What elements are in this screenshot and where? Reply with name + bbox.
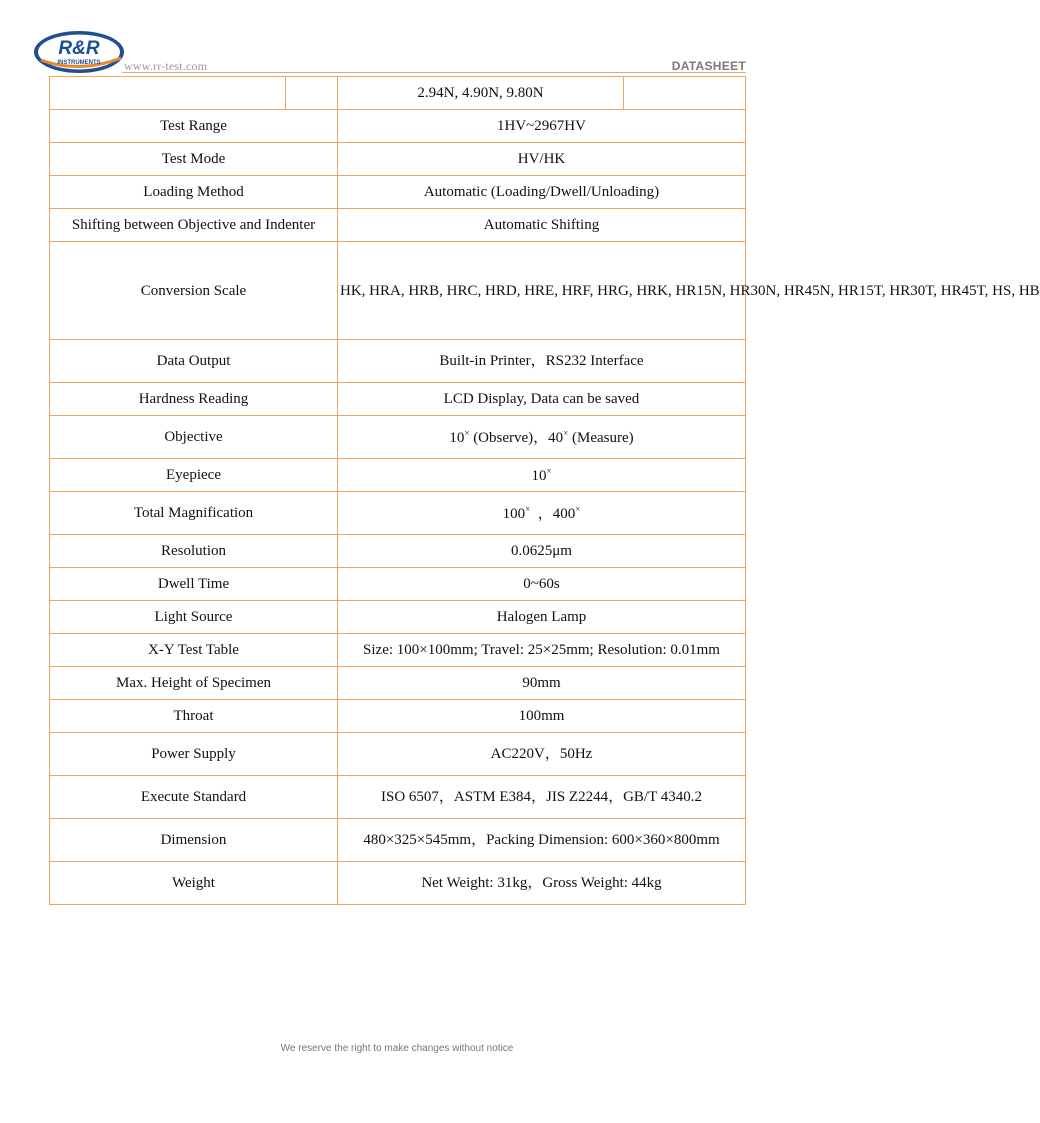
logo-text: R&R (58, 38, 100, 59)
table-row (50, 819, 746, 862)
row-label: Objective (50, 416, 338, 459)
row-label: Eyepiece (50, 459, 338, 492)
row-label: Shifting between Objective and Indenter (50, 209, 338, 242)
table-row (50, 667, 746, 700)
table-row-load (50, 77, 746, 110)
row-value: Size: 100×100mm; Travel: 25×25mm; Resolution: 0.01mm (338, 634, 746, 667)
page-header (0, 0, 794, 80)
row-value: LCD Display, Data can be saved (338, 383, 746, 416)
table-row (50, 143, 746, 176)
table-row (50, 209, 746, 242)
row-label: Execute Standard (50, 776, 338, 819)
row-value: 0.0625μm (338, 535, 746, 568)
header-divider (122, 72, 746, 73)
row-label: Data Output (50, 340, 338, 383)
table-row (50, 110, 746, 143)
website-link[interactable]: www.rr-test.com (124, 59, 208, 73)
table-cell-load-values: 2.94N, 4.90N, 9.80N (338, 77, 624, 110)
table-row (50, 492, 746, 535)
table-row (50, 601, 746, 634)
row-value: Net Weight: 31kg，Gross Weight: 44kg (338, 862, 746, 905)
row-label: Power Supply (50, 733, 338, 776)
table-cell-empty (50, 77, 286, 110)
row-value: 100× ，400× (338, 492, 746, 535)
row-value: ISO 6507，ASTM E384，JIS Z2244，GB/T 4340.2 (338, 776, 746, 819)
table-row (50, 700, 746, 733)
row-value: 90mm (338, 667, 746, 700)
table-row (50, 459, 746, 492)
row-label: Hardness Reading (50, 383, 338, 416)
table-row (50, 568, 746, 601)
table-row (50, 242, 746, 340)
table-row (50, 416, 746, 459)
logo-subtext: INSTRUMENTS (57, 60, 101, 66)
table-row (50, 383, 746, 416)
row-value: Automatic (Loading/Dwell/Unloading) (338, 176, 746, 209)
table-cell-empty (286, 77, 338, 110)
row-label: Throat (50, 700, 338, 733)
table-row (50, 862, 746, 905)
row-value: Built-in Printer，RS232 Interface (338, 340, 746, 383)
row-value: 1HV~2967HV (338, 110, 746, 143)
row-value: 10× (Observe)，40× (Measure) (338, 416, 746, 459)
row-label: Weight (50, 862, 338, 905)
table-row (50, 535, 746, 568)
company-logo (33, 30, 125, 74)
row-value: HK, HRA, HRB, HRC, HRD, HRE, HRF, HRG, HRK, HR15N, HR30N, HR45N, HR15T, HR30T, HR45T, HS, HB (338, 242, 746, 340)
row-label: Total Magnification (50, 492, 338, 535)
table-row (50, 733, 746, 776)
row-label: Conversion Scale (50, 242, 338, 340)
table-row (50, 340, 746, 383)
row-label: Test Mode (50, 143, 338, 176)
footer-notice: We reserve the right to make changes without notice (280, 1043, 514, 1054)
row-label: Dimension (50, 819, 338, 862)
row-label: X-Y Test Table (50, 634, 338, 667)
row-label: Loading Method (50, 176, 338, 209)
row-value: Automatic Shifting (338, 209, 746, 242)
row-label: Max. Height of Specimen (50, 667, 338, 700)
document-type: DATASHEET (671, 59, 746, 73)
table-cell-empty (624, 77, 746, 110)
row-value: 480×325×545mm，Packing Dimension: 600×360×800mm (338, 819, 746, 862)
table-row (50, 176, 746, 209)
row-label: Resolution (50, 535, 338, 568)
row-value: 0~60s (338, 568, 746, 601)
table-row (50, 634, 746, 667)
row-label: Dwell Time (50, 568, 338, 601)
row-label: Light Source (50, 601, 338, 634)
row-value: 10× (338, 459, 746, 492)
row-value: Halogen Lamp (338, 601, 746, 634)
spec-table (49, 76, 1040, 905)
table-row (50, 776, 746, 819)
row-value: AC220V，50Hz (338, 733, 746, 776)
row-value: HV/HK (338, 143, 746, 176)
row-label: Test Range (50, 110, 338, 143)
row-value: 100mm (338, 700, 746, 733)
